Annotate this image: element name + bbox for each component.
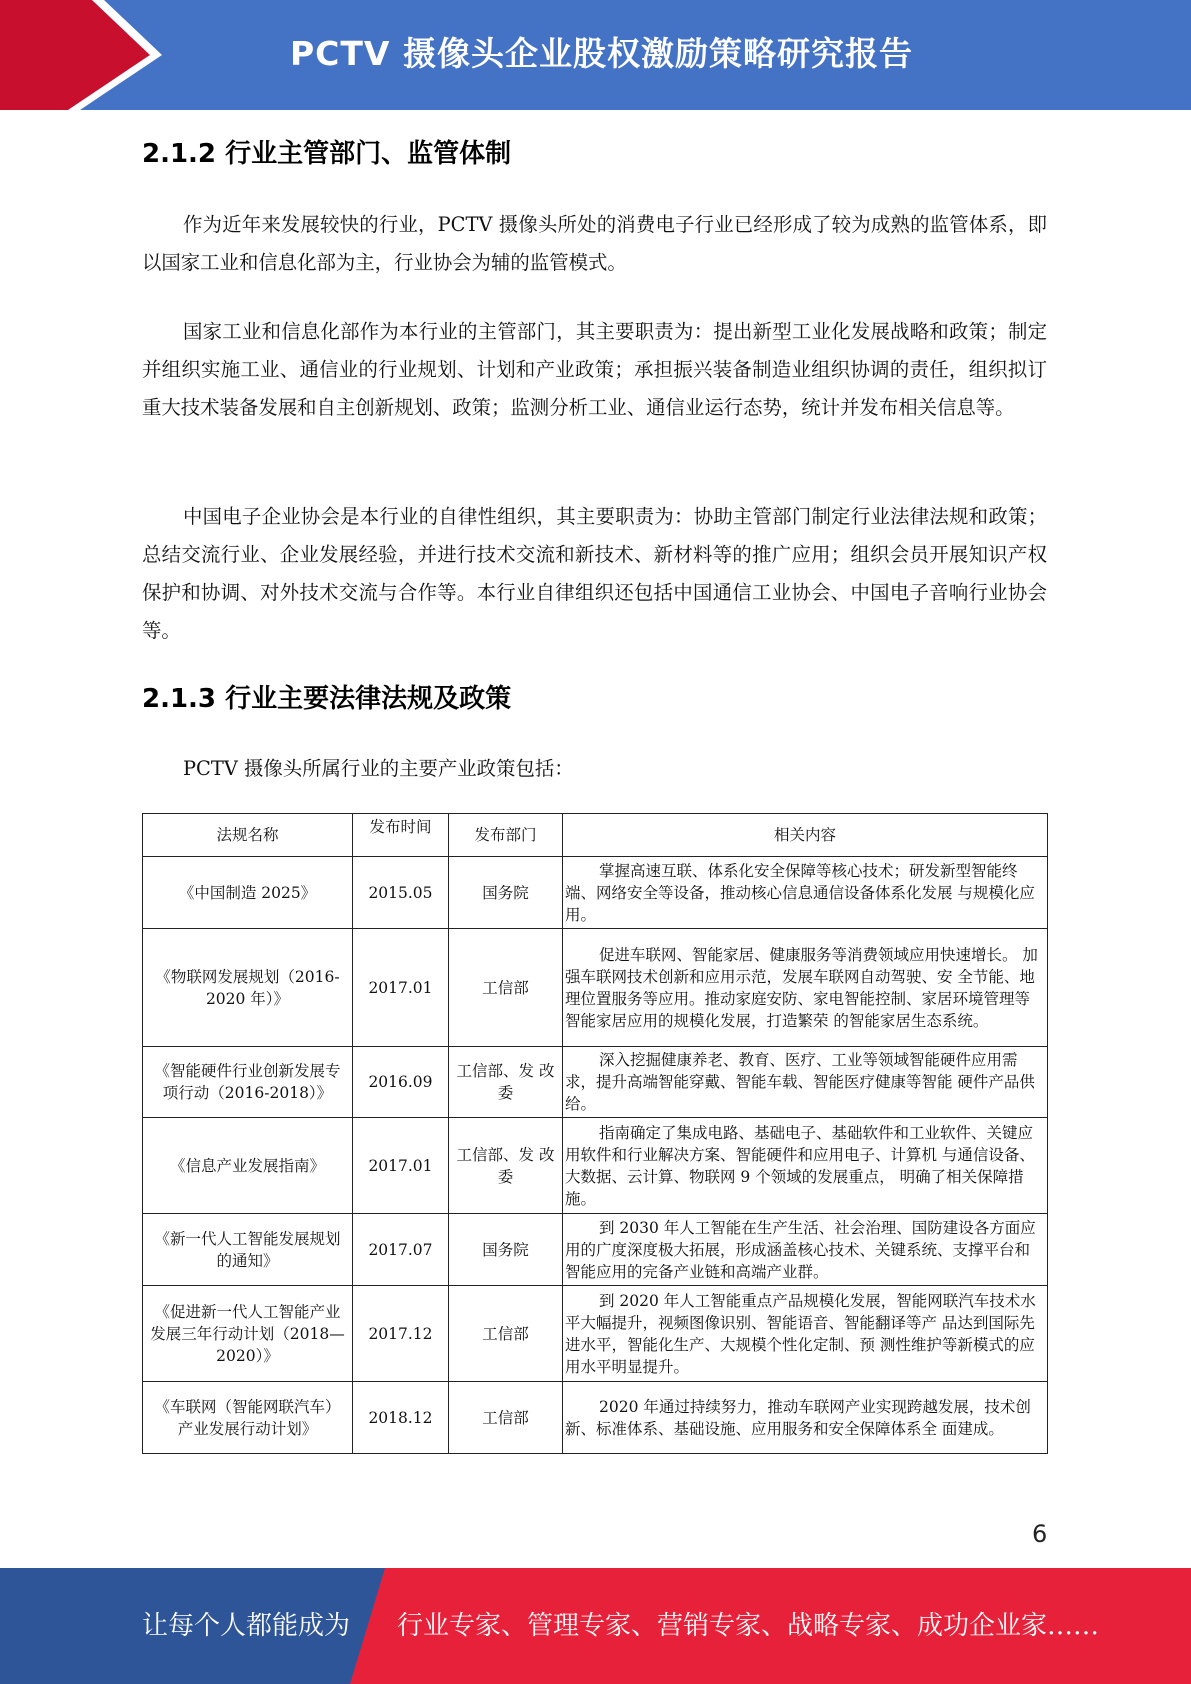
- footer-slogan-right: 行业专家、管理专家、营销专家、战略专家、成功企业家……: [397, 1611, 1100, 1641]
- cell-related-content: 促进车联网、智能家居、健康服务等消费领域应用快速增长。 加强车联网技术创新和应用示范，发展车联网自动驾驶、安 全节能、地理位置服务等应用。推动家庭安防、家电智能控制、家居环境管理等智能家居应用的规模化发展，打造繁荣 的智能家居生态系统。: [563, 929, 1048, 1047]
- cell-release-date: 2017.01: [353, 1118, 449, 1214]
- table-row: [143, 1214, 1048, 1286]
- header-regulation-name: 法规名称: [143, 814, 353, 857]
- page-number: 6: [1032, 1520, 1048, 1548]
- cell-issuing-department: 工信部: [449, 1382, 563, 1454]
- cell-related-content: 指南确定了集成电路、基础电子、基础软件和工业软件、关键应用软件和行业解决方案、智能硬件和应用电子、计算机 与通信设备、大数据、云计算、物联网 9 个领域的发展重点， 明确了相关保障措施。: [563, 1118, 1048, 1214]
- cell-related-content: 掌握高速互联、体系化安全保障等核心技术；研发新型智能终端、网络安全等设备，推动核心信息通信设备体系化发展 与规模化应用。: [563, 857, 1048, 929]
- paragraph-miit-duties: 国家工业和信息化部作为本行业的主管部门，其主要职责为：提出新型工业化发展战略和政策；制定并组织实施工业、通信业的行业规划、计划和产业政策；承担振兴装备制造业组织协调的责任，组织拟订重大技术装备发展和自主创新规划、政策；监测分析工业、通信业运行态势，统计并发布相关信息等。: [142, 320, 1047, 419]
- table-row: [143, 857, 1048, 929]
- table-row: [143, 1118, 1048, 1214]
- cell-regulation-name: 《促进新一代人工智能产业发展三年行动计划（2018—2020）》: [143, 1286, 353, 1382]
- report-title: PCTV 摄像头企业股权激励策略研究报告: [290, 34, 913, 73]
- cell-related-content: 到 2030 年人工智能在生产生活、社会治理、国防建设各方面应用的广度深度极大拓展，形成涵盖核心技术、关键系统、支撑平台和智能应用的完备产业链和高端产业群。: [563, 1214, 1048, 1286]
- section-heading-2-1-2: 2.1.2 行业主管部门、监管体制: [142, 139, 512, 169]
- cell-regulation-name: 《新一代人工智能发展规划的通知》: [143, 1214, 353, 1286]
- cell-regulation-name: 《车联网（智能网联汽车）产业发展行动计划》: [143, 1382, 353, 1454]
- section-heading-2-1-3: 2.1.3 行业主要法律法规及政策: [142, 684, 512, 714]
- cell-release-date: 2018.12: [353, 1382, 449, 1454]
- page-header: [0, 0, 1191, 110]
- header-related-content: 相关内容: [563, 814, 1048, 857]
- table-row: [143, 1382, 1048, 1454]
- cell-release-date: 2015.05: [353, 857, 449, 929]
- header-issuing-department: 发布部门: [449, 814, 563, 857]
- cell-related-content: 2020 年通过持续努力，推动车联网产业实现跨越发展，技术创新、标准体系、基础设施、应用服务和安全保障体系全 面建成。: [563, 1382, 1048, 1454]
- cell-regulation-name: 《中国制造 2025》: [143, 857, 353, 929]
- header-red-arrow: [0, 0, 150, 110]
- cell-regulation-name: 《智能硬件行业创新发展专项行动（2016-2018）》: [143, 1047, 353, 1118]
- paragraph-regulatory-overview: 作为近年来发展较快的行业，PCTV 摄像头所处的消费电子行业已经形成了较为成熟的监管体系，即以国家工业和信息化部为主，行业协会为辅的监管模式。: [142, 213, 1047, 274]
- paragraph-policy-intro: PCTV 摄像头所属行业的主要产业政策包括：: [183, 757, 574, 780]
- table-row: [143, 929, 1048, 1047]
- cell-regulation-name: 《信息产业发展指南》: [143, 1118, 353, 1214]
- cell-release-date: 2017.07: [353, 1214, 449, 1286]
- page-footer: [0, 1568, 1191, 1684]
- cell-release-date: 2017.12: [353, 1286, 449, 1382]
- cell-issuing-department: 国务院: [449, 857, 563, 929]
- cell-issuing-department: 工信部: [449, 1286, 563, 1382]
- table-row: [143, 1047, 1048, 1118]
- cell-related-content: 到 2020 年人工智能重点产品规模化发展，智能网联汽车技术水平大幅提升，视频图像识别、智能语音、智能翻译等产 品达到国际先进水平，智能化生产、大规模个性化定制、预 测性维护等新模式的应用水平明显提升。: [563, 1286, 1048, 1382]
- cell-release-date: 2016.09: [353, 1047, 449, 1118]
- cell-regulation-name: 《物联网发展规划（2016-2020 年）》: [143, 929, 353, 1047]
- table-row: [143, 1286, 1048, 1382]
- header-release-date-text: 发布时间: [369, 818, 432, 836]
- cell-issuing-department: 工信部、发 改委: [449, 1118, 563, 1214]
- cell-related-content: 深入挖掘健康养老、教育、医疗、工业等领域智能硬件应用需求，提升高端智能穿戴、智能车载、智能医疗健康等智能 硬件产品供给。: [563, 1047, 1048, 1118]
- table-header-row: [143, 814, 1048, 857]
- paragraph-association-duties: 中国电子企业协会是本行业的自律性组织，其主要职责为：协助主管部门制定行业法律法规和政策；总结交流行业、企业发展经验，并进行技术交流和新技术、新材料等的推广应用；组织会员开展知识产权保护和协调、对外技术交流与合作等。本行业自律组织还包括中国通信工业协会、中国电子音响行业协会等。: [142, 505, 1047, 642]
- header-release-date: [353, 814, 449, 857]
- cell-issuing-department: 工信部、发 改委: [449, 1047, 563, 1118]
- cell-issuing-department: 国务院: [449, 1214, 563, 1286]
- footer-slogan-left: 让每个人都能成为: [142, 1611, 351, 1641]
- cell-issuing-department: 工信部: [449, 929, 563, 1047]
- policy-table: [142, 813, 1048, 1454]
- cell-release-date: 2017.01: [353, 929, 449, 1047]
